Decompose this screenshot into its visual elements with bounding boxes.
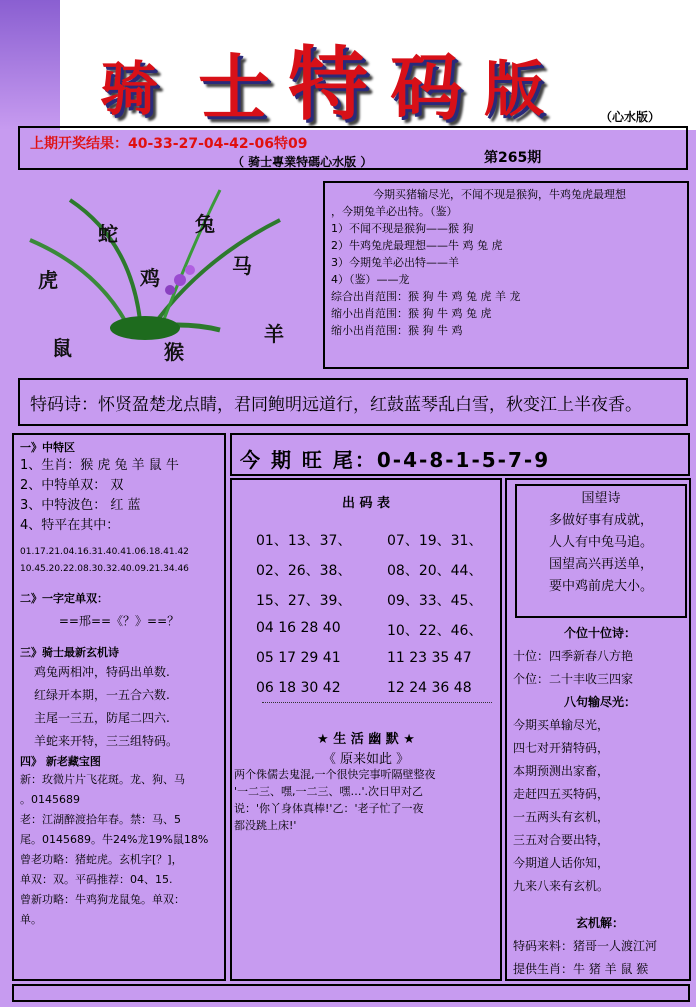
eight-lines-title: 八句输尽光： — [563, 695, 636, 709]
number-cell: 08、20、44、 — [387, 563, 483, 579]
left-line: 单。 — [20, 913, 42, 926]
left-line: 2、中特单双： 双 — [20, 478, 124, 493]
title-char: 码 — [390, 45, 463, 130]
guowang-line: 国望高兴再送单， — [548, 557, 653, 572]
number-cell: 05 17 29 41 — [256, 650, 341, 666]
zodiac-rabbit: 兔 — [195, 212, 215, 236]
guowang-poem-box — [515, 484, 687, 618]
zodiac-horse: 马 — [232, 254, 252, 278]
header-left-stripe — [0, 0, 60, 130]
left-line: 尾。0145689。牛24%龙19%鼠18% — [20, 833, 209, 846]
slogan: （ 骑士專業特碼心水版 ） — [232, 155, 373, 169]
number-cell: 10、22、46、 — [387, 623, 483, 639]
number-cell: 07、19、31、 — [387, 533, 483, 549]
left-line: 鸡兔两相冲，特码出单数. — [34, 665, 170, 679]
number-cell: 06 18 30 42 — [256, 680, 341, 696]
number-cell: 12 24 36 48 — [387, 680, 472, 696]
title-char: 骑 — [100, 55, 159, 123]
left-line: 单双：双。平码推荐：04、15. — [20, 873, 173, 886]
digit-poem-line: 个位：二十丰收三四家 — [513, 672, 634, 686]
guowang-line: 多做好事有成就， — [548, 513, 653, 528]
zodiac-rooster: 鸡 — [140, 266, 160, 290]
zodiac-rat: 鼠 — [52, 336, 72, 360]
number-cell: 11 23 35 47 — [387, 650, 472, 666]
left-line: 3、中特波色： 红 蓝 — [20, 498, 141, 513]
left-line: 。0145689 — [20, 793, 80, 806]
zodiac-art — [20, 180, 320, 370]
left-line: 老：江湖醉渡拾年春。禁：马、5 — [20, 813, 181, 826]
humor-line: 两个侏儒去鬼混,一个很快完事听隔壁整夜 — [234, 768, 436, 781]
left-line: 红绿开本期，一五合六数. — [34, 688, 170, 702]
eight-line: 九来八来有玄机。 — [513, 879, 610, 893]
section-title: 三》骑士最新玄机诗 — [20, 646, 119, 659]
guowang-line: 要中鸡前虎大小。 — [548, 579, 653, 594]
number-cell: 01、13、37、 — [256, 533, 352, 549]
dotted-divider — [262, 702, 492, 703]
xuanji-line: 提供生肖：牛 猪 羊 鼠 猴 — [513, 962, 649, 976]
zodiac-tiger: 虎 — [38, 268, 58, 292]
left-line: 主尾一三五，防尾二四六. — [34, 711, 170, 725]
title-char: 士 — [198, 45, 271, 130]
number-table-title: 出 码 表 — [341, 496, 391, 511]
humor-line: 都没跳上床!' — [234, 819, 297, 832]
digit-poem — [513, 622, 687, 981]
eight-line: 三五对合要出特， — [513, 833, 610, 847]
last-result: 上期开奖结果：40-33-27-04-42-06特09 — [30, 136, 308, 152]
eight-line: 一五两头有玄机， — [513, 810, 610, 824]
tips-line: 2）牛鸡兔虎最理想——牛 鸡 兔 虎 — [331, 239, 503, 252]
zodiac-monkey: 猴 — [164, 340, 184, 364]
tips-line: ，今期兔羊必出特。（鉴） — [331, 205, 458, 218]
number-cell: 02、26、38、 — [256, 563, 352, 579]
poem-row — [18, 378, 688, 426]
tips-line: 1）不闻不现是猴狗——猴 狗 — [331, 222, 474, 235]
humor-line: 说：'你丫身体真棒!'乙：'老子忙了一夜 — [234, 802, 424, 815]
humor-line: '一二三、嘿,一二三、嘿…'.次日甲对乙 — [234, 785, 424, 798]
eight-line: 四七对开猜特码， — [513, 741, 610, 755]
digit-poem-line: 十位：四季新春八方艳 — [513, 649, 634, 663]
left-line: 4、特平在其中： — [20, 518, 120, 533]
footer-bar — [12, 984, 690, 1002]
eight-line: 今期买单输尽光， — [513, 718, 610, 732]
special-poem: 特码诗：怀贤盈楚龙点睛，君同鲍明远道行，红鼓蓝琴乱白雪，秋变江上半夜香。 — [30, 395, 642, 415]
title-char: 特 — [288, 37, 368, 131]
wangwei-text: 今 期 旺 尾：0-4-8-1-5-7-9 — [240, 448, 551, 472]
left-line: 羊蛇来开特，三三组特码。 — [34, 734, 179, 748]
digit-poem-title: 个位十位诗： — [563, 626, 636, 640]
tips-line: 3）今期兔羊必出特——羊 — [331, 256, 459, 269]
section-title: 一》中特区 — [20, 441, 75, 454]
number-cell: 15、27、39、 — [256, 593, 352, 609]
left-numbers: 01.17.21.04.16.31.40.41.06.18.41.42 — [20, 547, 189, 557]
left-line: 新：玫微片片飞花斑。龙、狗、马 — [20, 773, 185, 786]
left-line: 曾老功略：猪蛇虎。玄机字[？]， — [20, 853, 183, 866]
zodiac-goat: 羊 — [264, 322, 284, 346]
wangwei-box — [230, 433, 690, 476]
xuanji-line: 特码来料：猪哥一人渡江河 — [513, 939, 658, 953]
humor-subtitle: 《 原来如此 》 — [322, 752, 410, 767]
xuanji-title: 玄机解： — [575, 916, 624, 930]
left-numbers: 10.45.20.22.08.30.32.40.09.21.34.46 — [20, 564, 189, 574]
humor-text — [234, 766, 500, 834]
left-column — [12, 433, 226, 981]
section-title: 二》一字定单双： — [20, 592, 108, 605]
humor-title: ★ 生 活 幽 默 ★ — [317, 732, 415, 747]
issue-number: 第265期 — [484, 150, 542, 166]
section-title: 四》 新老藏宝图 — [20, 755, 101, 768]
tips-line: 今期买猪输尽光，不闻不现是猴狗，牛鸡兔虎最理想 — [373, 188, 626, 201]
tips-line: 缩小出肖范围：猴 狗 牛 鸡 兔 虎 — [331, 307, 492, 320]
eight-line: 本期预测出家畜， — [513, 764, 610, 778]
zodiac-snake: 蛇 — [98, 222, 118, 246]
tips-line: 综合出肖范围：猴 狗 牛 鸡 兔 虎 羊 龙 — [331, 290, 521, 303]
number-table-box — [230, 478, 502, 981]
tips-line: 缩小出肖范围：猴 狗 牛 鸡 — [331, 324, 463, 337]
number-cell: 04 16 28 40 — [256, 620, 341, 636]
eight-line: 走赶四五买特码， — [513, 787, 610, 801]
edition-label: （心水版） — [599, 110, 660, 124]
eight-line: 今期道人话你知， — [513, 856, 610, 870]
left-line: ==邢==《？》==？ — [58, 614, 180, 628]
number-cell: 09、33、45、 — [387, 593, 483, 609]
title-char: 版 — [484, 55, 544, 125]
right-column — [505, 478, 691, 981]
tips-box — [323, 181, 689, 369]
tips-line: 4）（鉴）——龙 — [331, 273, 410, 286]
left-line: 曾新功略：牛鸡狗龙鼠兔。单双： — [20, 893, 185, 906]
left-line: 1、生肖：猴 虎 兔 羊 鼠 牛 — [20, 458, 179, 473]
guowang-title: 国望诗 — [581, 491, 621, 506]
guowang-line: 人人有中兔马追。 — [548, 535, 653, 550]
